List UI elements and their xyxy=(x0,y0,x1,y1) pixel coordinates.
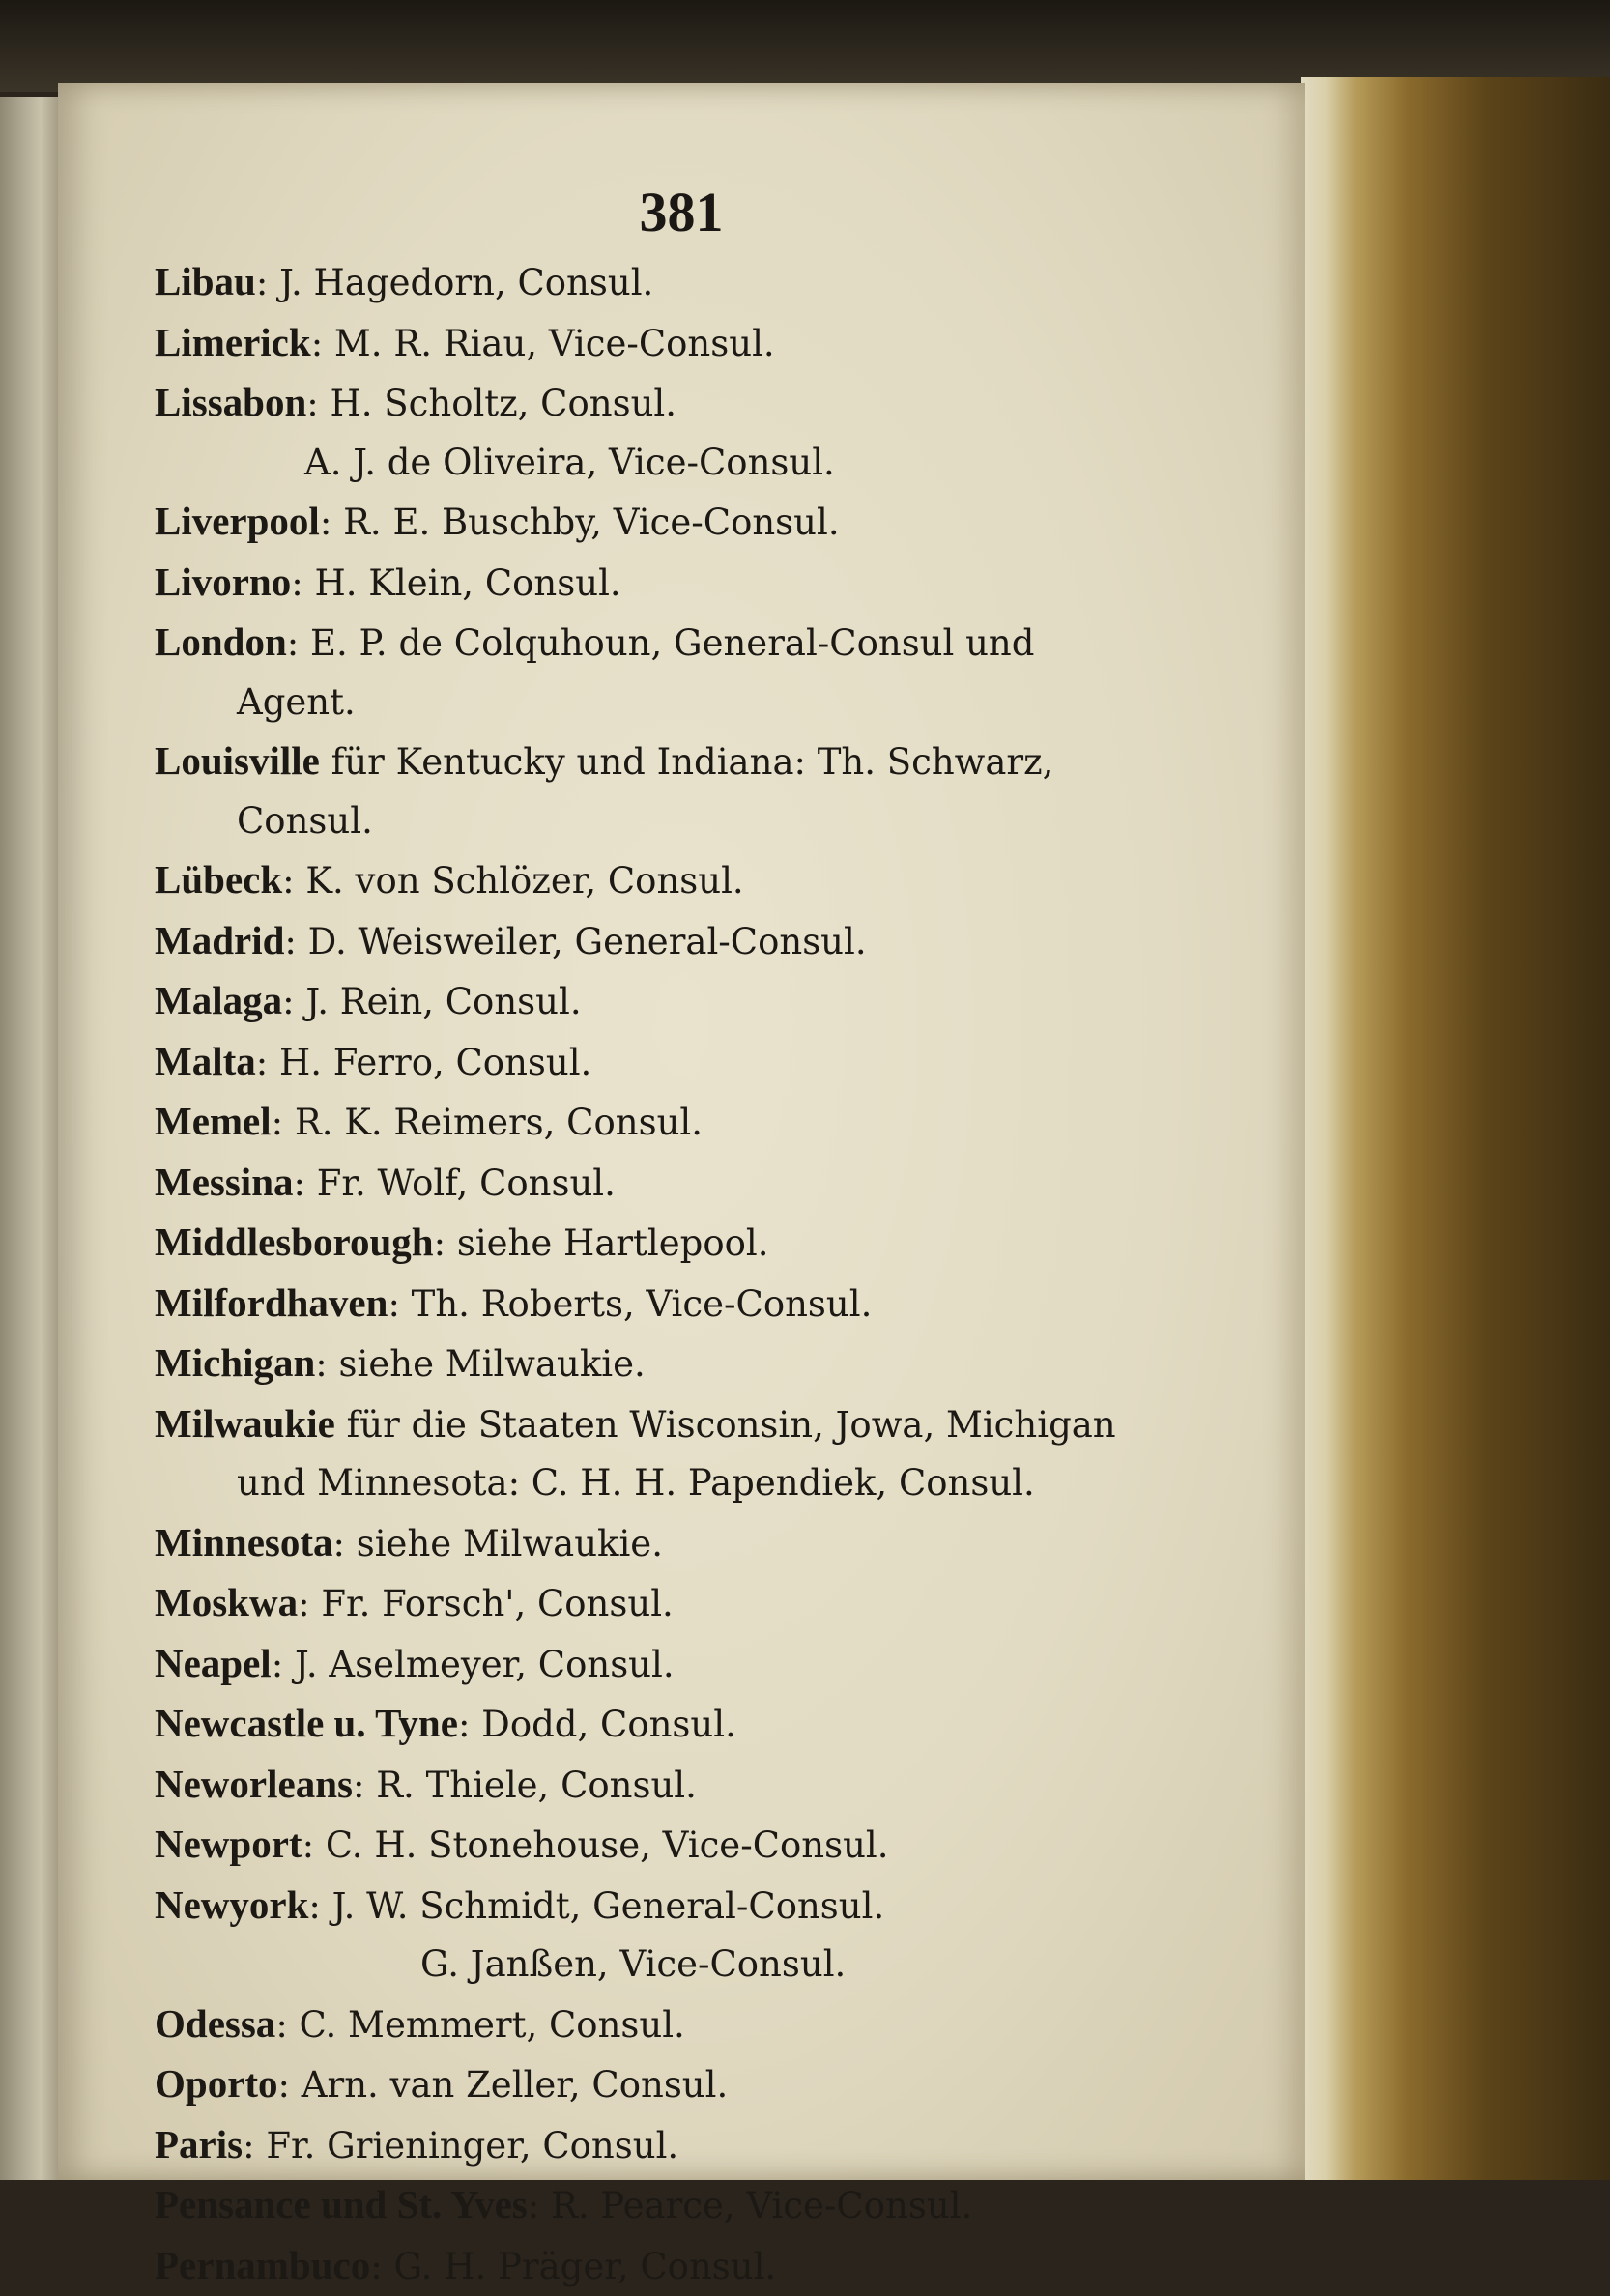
list-item: Livorno: H. Klein, Consul. xyxy=(155,553,1266,614)
list-item: Malta: H. Ferro, Consul. xyxy=(155,1032,1266,1093)
list-item: Messina: Fr. Wolf, Consul. xyxy=(155,1153,1266,1214)
list-item: Newcastle u. Tyne: Dodd, Consul. xyxy=(155,1694,1266,1755)
list-item-continuation: Agent. xyxy=(155,674,1266,732)
list-item: Milfordhaven: Th. Roberts, Vice-Consul. xyxy=(155,1274,1266,1335)
list-item: Michigan: siehe Milwaukie. xyxy=(155,1334,1266,1394)
list-item: Newport: C. H. Stonehouse, Vice-Consul. xyxy=(155,1815,1266,1876)
list-item: Lübeck: K. von Schlözer, Consul. xyxy=(155,850,1266,911)
list-item: Middlesborough: siehe Hartlepool. xyxy=(155,1213,1266,1274)
page-number: 381 xyxy=(58,180,1305,244)
list-item-continuation: G. Janßen, Vice-Consul. xyxy=(155,1936,1266,1995)
list-item-continuation: und Minnesota: C. H. H. Papendiek, Consul. xyxy=(155,1454,1266,1513)
book-cover-edge xyxy=(1301,77,1610,2180)
list-item-continuation: Consul. xyxy=(155,792,1266,851)
list-item: Odessa: C. Memmert, Consul. xyxy=(155,1995,1266,2055)
book-page xyxy=(58,83,1305,2180)
list-item-continuation: A. J. de Oliveira, Vice-Consul. xyxy=(155,434,1266,493)
list-item: Limerick: M. R. Riau, Vice-Consul. xyxy=(155,313,1266,374)
list-item: Malaga: J. Rein, Consul. xyxy=(155,971,1266,1032)
list-item: Oporto: Arn. van Zeller, Consul. xyxy=(155,2054,1266,2115)
list-item: Minnesota: siehe Milwaukie. xyxy=(155,1513,1266,1574)
list-item: Memel: R. K. Reimers, Consul. xyxy=(155,1092,1266,1153)
list-item: Louisville für Kentucky und Indiana: Th. Schwarz, xyxy=(155,732,1266,792)
list-item: Paris: Fr. Grieninger, Consul. xyxy=(155,2115,1266,2176)
consul-list xyxy=(155,252,1266,2296)
list-item: Libau: J. Hagedorn, Consul. xyxy=(155,252,1266,313)
list-item: Neapel: J. Aselmeyer, Consul. xyxy=(155,1634,1266,1695)
list-item: Madrid: D. Weisweiler, General-Consul. xyxy=(155,911,1266,972)
list-item: Lissabon: H. Scholtz, Consul. xyxy=(155,373,1266,434)
list-item: Newyork: J. W. Schmidt, General-Consul. xyxy=(155,1876,1266,1937)
list-item: Moskwa: Fr. Forsch', Consul. xyxy=(155,1573,1266,1634)
list-item: Pernambuco: G. H. Präger, Consul. xyxy=(155,2236,1266,2296)
list-item: Neworleans: R. Thiele, Consul. xyxy=(155,1755,1266,1816)
list-item: Pensance und St. Yves: R. Pearce, Vice-Consul. xyxy=(155,2175,1266,2236)
list-item: London: E. P. de Colquhoun, General-Consul und xyxy=(155,613,1266,674)
list-item: Milwaukie für die Staaten Wisconsin, Jowa, Michigan xyxy=(155,1394,1266,1455)
list-item: Liverpool: R. E. Buschby, Vice-Consul. xyxy=(155,492,1266,553)
facing-page-edge xyxy=(0,97,58,2180)
